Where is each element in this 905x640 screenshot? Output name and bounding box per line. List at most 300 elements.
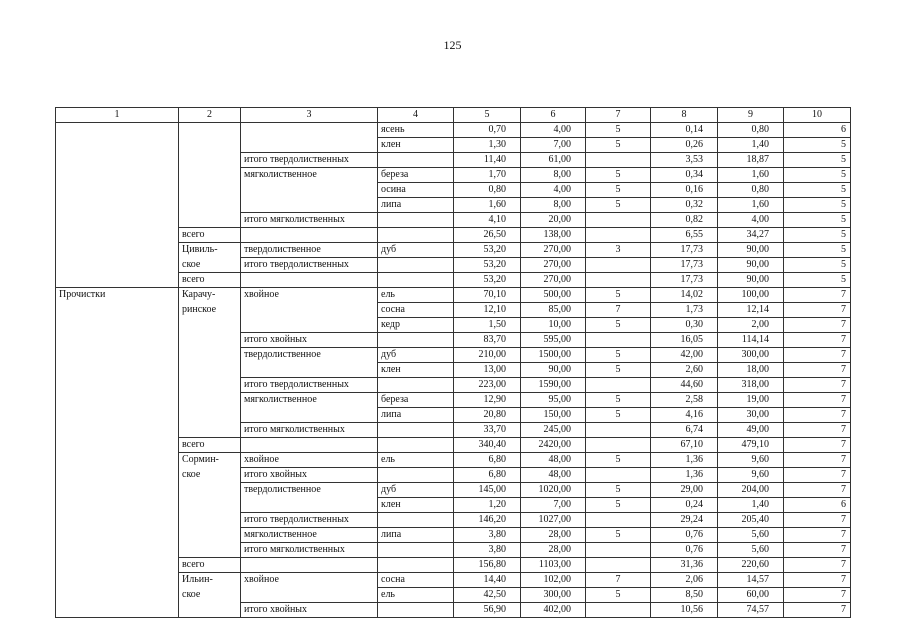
table-cell: 7 — [784, 318, 851, 333]
table-cell: 5 — [586, 318, 651, 333]
table-header-row — [56, 108, 851, 123]
table-cell: 3,53 — [651, 153, 718, 168]
table-cell — [179, 378, 241, 393]
table-cell: 4,00 — [521, 183, 586, 198]
table-cell: 205,40 — [718, 513, 784, 528]
table-cell: 7 — [586, 303, 651, 318]
table-row — [56, 393, 851, 408]
table-cell: 30,00 — [718, 408, 784, 423]
table-cell: 1,40 — [718, 138, 784, 153]
table-cell: твердолиственное — [241, 483, 378, 498]
table-cell: 60,00 — [718, 588, 784, 603]
table-cell: 7 — [784, 378, 851, 393]
table-cell: 28,00 — [521, 543, 586, 558]
table-cell — [241, 138, 378, 153]
table-cell — [378, 333, 454, 348]
table-cell — [179, 408, 241, 423]
table-cell: 20,00 — [521, 213, 586, 228]
table-row — [56, 198, 851, 213]
table-cell: 270,00 — [521, 258, 586, 273]
table-cell: 6,80 — [454, 468, 521, 483]
table-row — [56, 273, 851, 288]
table-cell — [586, 333, 651, 348]
table-cell: 2,60 — [651, 363, 718, 378]
table-cell: 5 — [586, 183, 651, 198]
column-header: 2 — [179, 108, 241, 123]
table-cell: 5 — [586, 498, 651, 513]
table-cell: Карачу- — [179, 288, 241, 303]
table-cell: Прочистки — [56, 288, 179, 303]
table-cell — [56, 558, 179, 573]
table-cell: 49,00 — [718, 423, 784, 438]
table-cell — [586, 228, 651, 243]
table-cell: ель — [378, 588, 454, 603]
table-cell: 16,05 — [651, 333, 718, 348]
table-cell — [56, 513, 179, 528]
table-cell: 7 — [784, 558, 851, 573]
table-cell — [241, 558, 378, 573]
table-cell: 7 — [784, 528, 851, 543]
table-cell — [56, 378, 179, 393]
column-header: 4 — [378, 108, 454, 123]
table-row — [56, 348, 851, 363]
table-cell: 18,87 — [718, 153, 784, 168]
table-cell: 6,74 — [651, 423, 718, 438]
table-cell — [586, 423, 651, 438]
table-cell — [586, 468, 651, 483]
table-cell — [179, 153, 241, 168]
table-cell — [378, 378, 454, 393]
table-row — [56, 243, 851, 258]
table-row — [56, 333, 851, 348]
table-cell: ское — [179, 258, 241, 273]
table-cell — [56, 423, 179, 438]
table-row — [56, 453, 851, 468]
table-cell: липа — [378, 198, 454, 213]
table-cell: 114,14 — [718, 333, 784, 348]
table-cell: 5 — [586, 363, 651, 378]
table-cell: всего — [179, 438, 241, 453]
table-cell: 0,76 — [651, 528, 718, 543]
table-cell — [586, 558, 651, 573]
table-cell: 0,80 — [718, 123, 784, 138]
table-cell: 7 — [784, 348, 851, 363]
table-cell: 300,00 — [521, 588, 586, 603]
table-cell — [241, 273, 378, 288]
table-row — [56, 288, 851, 303]
table-cell — [586, 513, 651, 528]
table-cell — [56, 198, 179, 213]
table-cell: 6 — [784, 498, 851, 513]
table-cell: 138,00 — [521, 228, 586, 243]
table-cell: 1590,00 — [521, 378, 586, 393]
table-cell — [56, 543, 179, 558]
table-row — [56, 303, 851, 318]
table-cell: 5 — [586, 168, 651, 183]
table-cell: итого твердолиственных — [241, 513, 378, 528]
table-cell: 5 — [586, 288, 651, 303]
table-cell: 0,80 — [454, 183, 521, 198]
table-cell: 3 — [586, 243, 651, 258]
table-cell: ринское — [179, 303, 241, 318]
table-row — [56, 468, 851, 483]
table-cell: итого твердолиственных — [241, 153, 378, 168]
table-cell: 5 — [784, 258, 851, 273]
table-cell — [179, 483, 241, 498]
table-cell: 90,00 — [521, 363, 586, 378]
table-cell: 223,00 — [454, 378, 521, 393]
table-cell: 4,00 — [718, 213, 784, 228]
table-cell: 1027,00 — [521, 513, 586, 528]
table-cell: 5 — [586, 393, 651, 408]
table-cell — [56, 588, 179, 603]
table-cell: 8,00 — [521, 198, 586, 213]
table-cell: сосна — [378, 303, 454, 318]
table-cell: 7 — [784, 588, 851, 603]
table-cell: хвойное — [241, 453, 378, 468]
table-row — [56, 168, 851, 183]
column-header: 8 — [651, 108, 718, 123]
column-header: 10 — [784, 108, 851, 123]
table-cell — [179, 183, 241, 198]
table-cell: 5 — [586, 123, 651, 138]
table-row — [56, 438, 851, 453]
table-cell — [179, 198, 241, 213]
table-row — [56, 318, 851, 333]
table-cell — [378, 153, 454, 168]
table-cell: итого мягколиственных — [241, 543, 378, 558]
table-cell: 31,36 — [651, 558, 718, 573]
table-cell: 270,00 — [521, 273, 586, 288]
table-cell: 20,80 — [454, 408, 521, 423]
table-cell: липа — [378, 528, 454, 543]
table-cell: 90,00 — [718, 273, 784, 288]
table-cell — [179, 348, 241, 363]
table-cell — [241, 228, 378, 243]
table-cell — [241, 408, 378, 423]
table-cell: 2420,00 — [521, 438, 586, 453]
table-cell: 14,57 — [718, 573, 784, 588]
table-cell: Ильин- — [179, 573, 241, 588]
table-cell: всего — [179, 273, 241, 288]
table-cell: 220,60 — [718, 558, 784, 573]
table-row — [56, 588, 851, 603]
table-cell — [179, 603, 241, 618]
table-cell — [378, 273, 454, 288]
table-cell — [56, 498, 179, 513]
table-row — [56, 363, 851, 378]
table-cell: 1,60 — [718, 198, 784, 213]
table-cell: 90,00 — [718, 243, 784, 258]
table-cell — [56, 453, 179, 468]
table-cell: 44,60 — [651, 378, 718, 393]
table-cell — [56, 213, 179, 228]
table-cell: 5 — [784, 243, 851, 258]
table-cell: 318,00 — [718, 378, 784, 393]
table-cell: 12,14 — [718, 303, 784, 318]
table-cell: 1,20 — [454, 498, 521, 513]
table-cell: кедр — [378, 318, 454, 333]
table-cell — [179, 333, 241, 348]
table-row — [56, 483, 851, 498]
table-cell: 7,00 — [521, 138, 586, 153]
table-cell — [241, 588, 378, 603]
table-cell: 0,30 — [651, 318, 718, 333]
table-cell: итого мягколиственных — [241, 423, 378, 438]
table-cell: 7 — [586, 573, 651, 588]
table-cell: 7 — [784, 393, 851, 408]
table-cell: 53,20 — [454, 273, 521, 288]
table-cell: 48,00 — [521, 453, 586, 468]
table-cell — [56, 273, 179, 288]
table-cell — [179, 213, 241, 228]
table-cell: 7 — [784, 543, 851, 558]
table-cell: 42,00 — [651, 348, 718, 363]
table-cell: 102,00 — [521, 573, 586, 588]
table-cell: твердолиственное — [241, 348, 378, 363]
table-cell: итого твердолиственных — [241, 258, 378, 273]
table-cell: 100,00 — [718, 288, 784, 303]
table-cell: ель — [378, 453, 454, 468]
table-cell — [586, 438, 651, 453]
table-cell: хвойное — [241, 573, 378, 588]
table-cell: 1500,00 — [521, 348, 586, 363]
column-header: 3 — [241, 108, 378, 123]
table-cell: 146,20 — [454, 513, 521, 528]
table-cell: 7 — [784, 573, 851, 588]
table-cell: ель — [378, 288, 454, 303]
table-cell: 6,55 — [651, 228, 718, 243]
table-cell: мягколиственное — [241, 393, 378, 408]
table-cell: 10,56 — [651, 603, 718, 618]
table-cell — [56, 303, 179, 318]
table-cell: осина — [378, 183, 454, 198]
table-cell: мягколиственное — [241, 528, 378, 543]
table-cell: хвойное — [241, 288, 378, 303]
table-cell: 7 — [784, 333, 851, 348]
table-cell — [179, 543, 241, 558]
table-cell: 8,00 — [521, 168, 586, 183]
table-cell: 5 — [586, 138, 651, 153]
table-cell — [56, 258, 179, 273]
table-cell: 7 — [784, 453, 851, 468]
table-cell: 5 — [784, 198, 851, 213]
table-cell: клен — [378, 138, 454, 153]
table-cell: 500,00 — [521, 288, 586, 303]
table-cell: 0,16 — [651, 183, 718, 198]
table-cell: 4,00 — [521, 123, 586, 138]
table-cell — [179, 498, 241, 513]
table-row — [56, 153, 851, 168]
table-cell: 7 — [784, 603, 851, 618]
table-cell — [241, 198, 378, 213]
table-row — [56, 378, 851, 393]
table-cell: 18,00 — [718, 363, 784, 378]
table-cell — [56, 243, 179, 258]
table-cell: 2,00 — [718, 318, 784, 333]
column-header: 6 — [521, 108, 586, 123]
table-cell: 8,50 — [651, 588, 718, 603]
table-cell: 4,10 — [454, 213, 521, 228]
table-cell — [378, 258, 454, 273]
table-cell: дуб — [378, 348, 454, 363]
table-cell: 1103,00 — [521, 558, 586, 573]
table-cell — [56, 138, 179, 153]
table-cell: 5 — [586, 348, 651, 363]
table-row — [56, 573, 851, 588]
table-cell — [241, 123, 378, 138]
table-cell: 13,00 — [454, 363, 521, 378]
table-cell — [378, 213, 454, 228]
table-cell: 0,26 — [651, 138, 718, 153]
table-cell — [56, 483, 179, 498]
table-cell: береза — [378, 393, 454, 408]
table-cell: 48,00 — [521, 468, 586, 483]
table-cell: 90,00 — [718, 258, 784, 273]
table-cell: 0,14 — [651, 123, 718, 138]
table-cell: 0,34 — [651, 168, 718, 183]
table-cell — [241, 363, 378, 378]
table-cell: 7 — [784, 363, 851, 378]
column-header: 7 — [586, 108, 651, 123]
table-cell — [586, 153, 651, 168]
table-cell — [56, 348, 179, 363]
table-row — [56, 603, 851, 618]
table-cell: 0,24 — [651, 498, 718, 513]
table-cell: 156,80 — [454, 558, 521, 573]
table-cell: 85,00 — [521, 303, 586, 318]
table-cell: 9,60 — [718, 468, 784, 483]
table-cell: 5 — [586, 483, 651, 498]
table-cell — [56, 468, 179, 483]
table-cell: 3,80 — [454, 543, 521, 558]
table-cell: мягколиственное — [241, 168, 378, 183]
table-cell: 2,58 — [651, 393, 718, 408]
table-cell — [56, 363, 179, 378]
table-cell: 9,60 — [718, 453, 784, 468]
table-row — [56, 183, 851, 198]
table-cell: 42,50 — [454, 588, 521, 603]
table-cell: дуб — [378, 243, 454, 258]
table-cell: 402,00 — [521, 603, 586, 618]
table-cell: 7 — [784, 438, 851, 453]
table-cell — [241, 303, 378, 318]
table-cell — [378, 423, 454, 438]
table-cell: 33,70 — [454, 423, 521, 438]
column-header: 5 — [454, 108, 521, 123]
table-cell — [56, 528, 179, 543]
table-cell: 7 — [784, 303, 851, 318]
table-cell: итого хвойных — [241, 468, 378, 483]
table-cell: 83,70 — [454, 333, 521, 348]
table-cell: 17,73 — [651, 243, 718, 258]
table-row — [56, 408, 851, 423]
table-cell: всего — [179, 558, 241, 573]
table-cell: 3,80 — [454, 528, 521, 543]
table-cell: 1020,00 — [521, 483, 586, 498]
table-cell: 7 — [784, 408, 851, 423]
table-cell: 5 — [586, 198, 651, 213]
table-cell — [586, 273, 651, 288]
table-cell: 10,00 — [521, 318, 586, 333]
table-cell — [586, 543, 651, 558]
table-cell: 7 — [784, 423, 851, 438]
table-cell: ское — [179, 468, 241, 483]
table-cell — [586, 603, 651, 618]
table-cell: 5 — [784, 168, 851, 183]
table-cell — [56, 393, 179, 408]
table-cell: итого мягколиственных — [241, 213, 378, 228]
table-row — [56, 498, 851, 513]
table-cell: 5 — [784, 213, 851, 228]
table-cell — [56, 183, 179, 198]
table-cell: ское — [179, 588, 241, 603]
table-body — [56, 123, 851, 618]
table-cell — [378, 513, 454, 528]
table-cell: 53,20 — [454, 258, 521, 273]
table-cell: 1,30 — [454, 138, 521, 153]
table-cell: сосна — [378, 573, 454, 588]
table-cell: 1,36 — [651, 468, 718, 483]
table-cell — [179, 393, 241, 408]
table-cell: 340,40 — [454, 438, 521, 453]
table-cell: 5 — [586, 453, 651, 468]
table-cell: 5 — [784, 153, 851, 168]
table-cell: 6,80 — [454, 453, 521, 468]
table-cell: 34,27 — [718, 228, 784, 243]
table-cell — [241, 183, 378, 198]
table-cell — [56, 438, 179, 453]
table-row — [56, 543, 851, 558]
table-cell: 1,60 — [718, 168, 784, 183]
table-cell: 14,02 — [651, 288, 718, 303]
table-cell: 5 — [586, 528, 651, 543]
table-cell — [179, 363, 241, 378]
table-cell — [179, 423, 241, 438]
table-row — [56, 423, 851, 438]
table-cell: ясень — [378, 123, 454, 138]
table-cell: 70,10 — [454, 288, 521, 303]
table-cell — [56, 573, 179, 588]
table-row — [56, 228, 851, 243]
table-cell: 29,00 — [651, 483, 718, 498]
table-cell: итого хвойных — [241, 333, 378, 348]
table-cell — [56, 153, 179, 168]
table-cell: итого твердолиственных — [241, 378, 378, 393]
table-cell — [378, 603, 454, 618]
table-cell: 0,82 — [651, 213, 718, 228]
table-cell — [56, 333, 179, 348]
table-cell: 479,10 — [718, 438, 784, 453]
table-cell: 6 — [784, 123, 851, 138]
table-cell — [179, 513, 241, 528]
table-cell — [378, 438, 454, 453]
table-cell: 26,50 — [454, 228, 521, 243]
table-cell: 0,80 — [718, 183, 784, 198]
table-cell: 14,40 — [454, 573, 521, 588]
table-cell: липа — [378, 408, 454, 423]
table-cell: 5 — [784, 228, 851, 243]
table-cell: 0,32 — [651, 198, 718, 213]
table-cell: 7 — [784, 288, 851, 303]
table-cell: 300,00 — [718, 348, 784, 363]
table-row — [56, 258, 851, 273]
table-cell: твердолиственное — [241, 243, 378, 258]
table-cell — [179, 138, 241, 153]
table-cell: 2,06 — [651, 573, 718, 588]
table-cell — [378, 543, 454, 558]
table-cell: 7 — [784, 513, 851, 528]
